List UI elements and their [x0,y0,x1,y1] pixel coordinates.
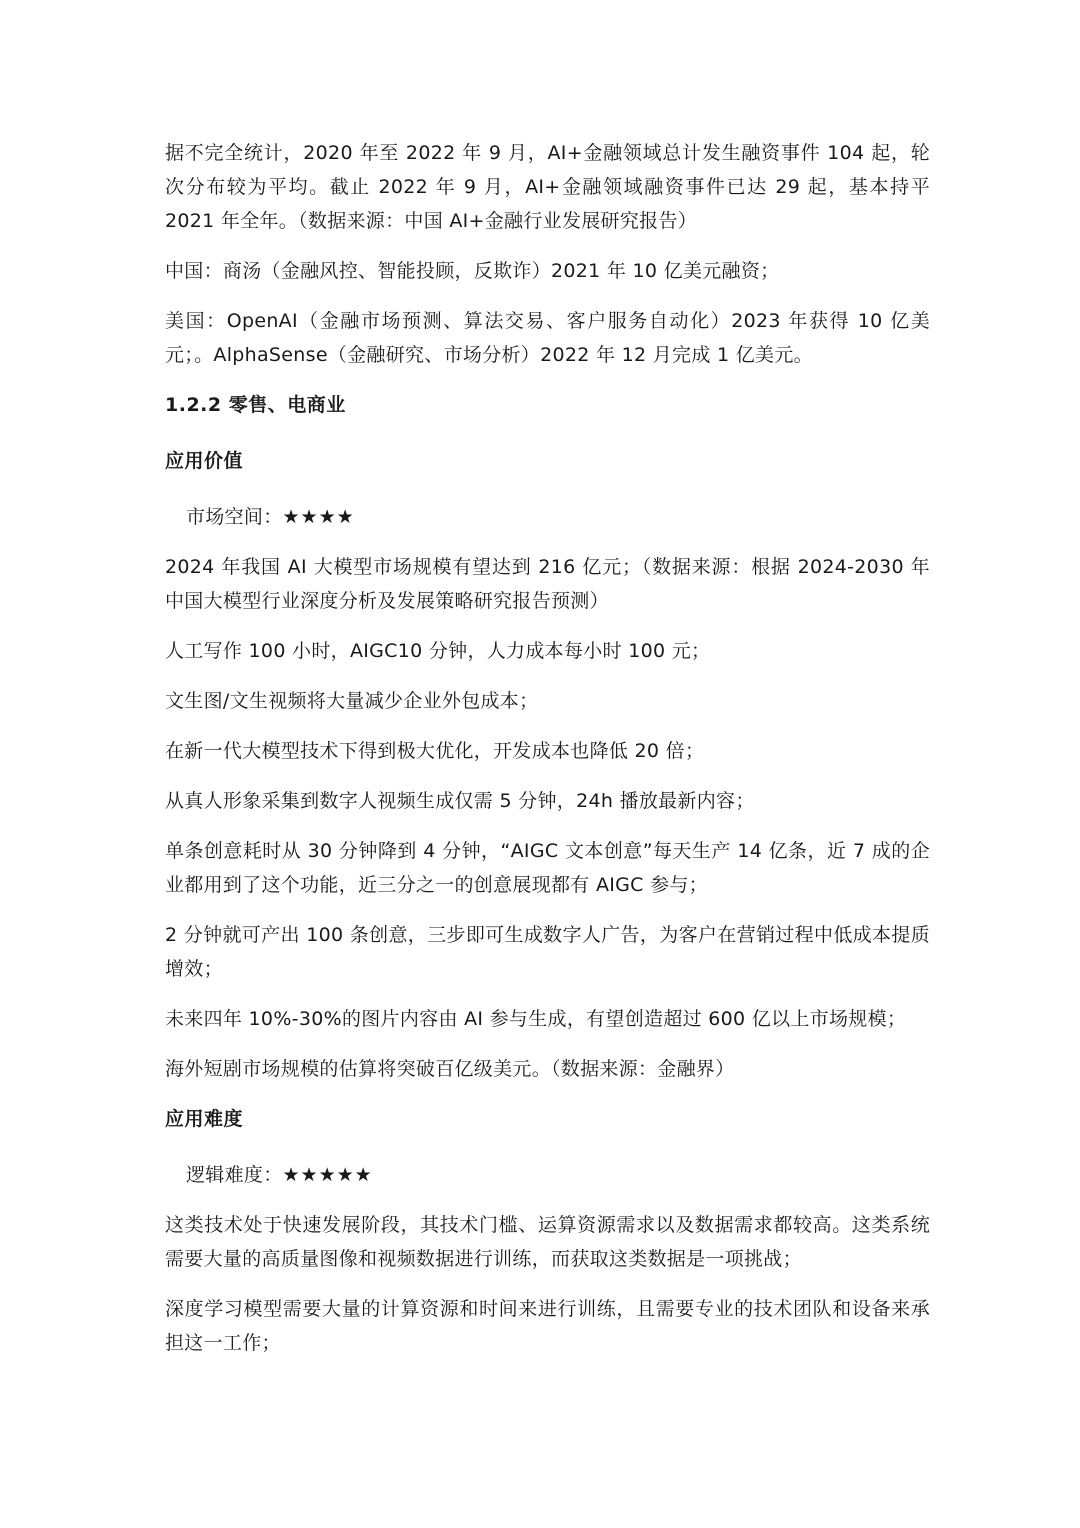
paragraph-value: 海外短剧市场规模的估算将突破百亿级美元。（数据来源：金融界） [165,1058,735,1080]
paragraph-value: 文生图/文生视频将大量减少企业外包成本； [165,690,539,712]
section-title: 1.2.2 零售、电商业 [165,394,346,416]
logic-difficulty-rating [165,1158,930,1192]
paragraph-us-example: 美国：OpenAI（金融市场预测、算法交易、客户服务自动化）2023 年获得 10 亿美元；。AlphaSense（金融研究、市场分析）2022 年 12 月完成 1 亿美元。 [165,310,930,366]
rating-label: 市场空间： [186,506,283,528]
paragraph-difficulty: 深度学习模型需要大量的计算资源和时间来进行训练，且需要专业的技术团队和设备来承担这一工作； [165,1298,930,1354]
paragraph-value: 在新一代大模型技术下得到极大优化，开发成本也降低 20 倍； [165,740,705,762]
paragraph-value: 人工写作 100 小时，AIGC10 分钟，人力成本每小时 100 元； [165,640,711,662]
star-rating-icon: ★★★★★ [282,1164,373,1186]
paragraph-china-example: 中国：商汤（金融风控、智能投顾，反欺诈）2021 年 10 亿美元融资； [165,260,780,282]
paragraph-value: 2024 年我国 AI 大模型市场规模有望达到 216 亿元；（数据来源：根据 2024-2030 年中国大模型行业深度分析及发展策略研究报告预测） [165,556,930,612]
paragraph-value: 未来四年 10%-30%的图片内容由 AI 参与生成，有望创造超过 600 亿以上市场规模； [165,1008,907,1030]
paragraph-value: 单条创意耗时从 30 分钟降到 4 分钟，“AIGC 文本创意”每天生产 14 亿条，近 7 成的企业都用到了这个功能，近三分之一的创意展现都有 AIGC 参与； [165,840,930,896]
paragraph-value: 从真人形象采集到数字人视频生成仅需 5 分钟，24h 播放最新内容； [165,790,755,812]
value-heading: 应用价值 [165,450,244,472]
paragraph-funding-stats: 据不完全统计，2020 年至 2022 年 9 月，AI+金融领域总计发生融资事件 104 起，轮次分布较为平均。截止 2022 年 9 月，AI+金融领域融资事件已达 29 起，基本持平 2021 年全年。（数据来源：中国 AI+金融行业发展研究报告） [165,142,930,232]
difficulty-heading: 应用难度 [165,1108,244,1130]
rating-label: 逻辑难度： [186,1164,283,1186]
paragraph-value: 2 分钟就可产出 100 条创意，三步即可生成数字人广告，为客户在营销过程中低成本提质增效； [165,924,930,980]
market-space-rating [165,500,930,534]
paragraph-difficulty: 这类技术处于快速发展阶段，其技术门槛、运算资源需求以及数据需求都较高。这类系统需要大量的高质量图像和视频数据进行训练，而获取这类数据是一项挑战； [165,1214,930,1270]
star-rating-icon: ★★★★ [282,506,355,528]
